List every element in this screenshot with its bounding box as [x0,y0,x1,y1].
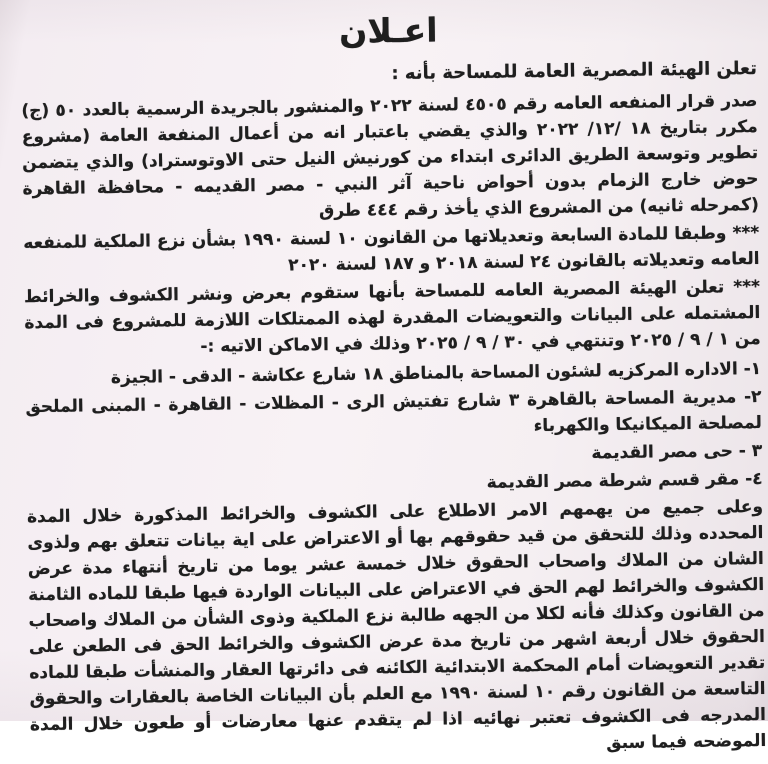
location-item-3: ٣ - حى مصر القديمة [591,440,763,464]
law-basis-paragraph: *** وطبقا للمادة السابعة وتعديلاتها من القانون ١٠ لسنة ١٩٩٠ بشأن نزع الملكية للمنفعه العامه وتعديلاته بالقانون ٢٤ لسنة ٢٠١٨ و ١٨٧ لسنة ٢٠٢٠ [23,222,760,276]
display-period-paragraph: *** تعلن الهيئة المصرية العامه للمساحة بأنها ستقوم بعرض ونشر الكشوف والخرائط المشتمله على البيانات والتعويضات المقدرة لهذه الممتلكات اللازمة للمشروع فى المدة من ١ / ٩ / ٢٠٢٥ وتنتهي في ٣٠ / ٩ / ٢٠٢٥ وذلك في الاماكن الاتيه :- [23,276,761,357]
closing-paragraph: وعلى جميع من يهمهم الامر الاطلاع على الكشوف والخرائط المذكورة خلال المدة المحدده وذلك للتحقق من قيد حقوقهم بها أو الاعتراض على اية بيانات تتعلق بهم ولذوى الشان من الملاك واصحاب الحقوق خلال خمسة عشر يوما من تاريخ أنتهاء مدة عرض الكشوف والخرائط لهم الحق في الاعتراض على البيانات الواردة فيها طبقا للماده الثامنة من القانون وكذلك فأنه لكلا من الجهه طالبة نزع الملكية وذوى الشأن من الملاك واصحاب الحقوق خلال أربعة اشهر من تاريخ مدة عرض الكشوف والخرائط الحق فى الطعن على تقدير التعويضات أمام المحكمة الابتدائية الكائنه فى دائرتها العقار والمنشأت طبقا للماده التاسعة من القانون رقم ١٠ لسنة ١٩٩٠ مع العلم بأن البيانات الخاصة بالعقارات والحقوق المدرجه فى الكشوف تعتبر نهائيه اذا لم يتقدم عنها معارضات أو طعون خلال المدة الموضحه فيما سبق [26,496,767,754]
intro-line: تعلن الهيئة المصرية العامة للمساحة بأنه : [391,57,758,85]
announcement-title: اعـلان [338,10,438,51]
announcement-body [20,5,766,764]
decree-paragraph: صدر قرار المنفعه العامه رقم ٤٥٠٥ لسنة ٢٠٢٢ والمنشور بالجريدة الرسمية بالعدد ٥٠ (ج) مكرر بتاريخ ١٨ /١٢/ ٢٠٢٢ والذي يقضي باعتبار انه من أعمال المنفعة العامة (مشروع تطوير وتوسعة الطريق الدائرى ابتداء من كورنيش النيل حتى الاوتوستراد) والذي يتضمن حوض خارج الزمام بدون أحواض ناحية آثر النبي - مصر القديمه - محافظة القاهرة (كمرحله ثانيه) من المشروع الذي يأخذ رقم ٤٤٤ طرق [21,90,759,222]
locations-list [25,356,763,502]
location-item-4: ٤- مقر قسم شرطة مصر القديمة [486,468,763,493]
location-item-1: ١- الاداره المركزيه لشئون المساحة بالمناطق ١٨ شارع عكاشة - الدقى - الجيزة [110,358,762,389]
location-item-2: ٢- مديرية المساحة بالقاهرة ٣ شارع تفتيش الرى - المظلات - القاهرة - المبنى الملحق لمصلحة الميكانيكا والكهرباء [25,386,762,437]
